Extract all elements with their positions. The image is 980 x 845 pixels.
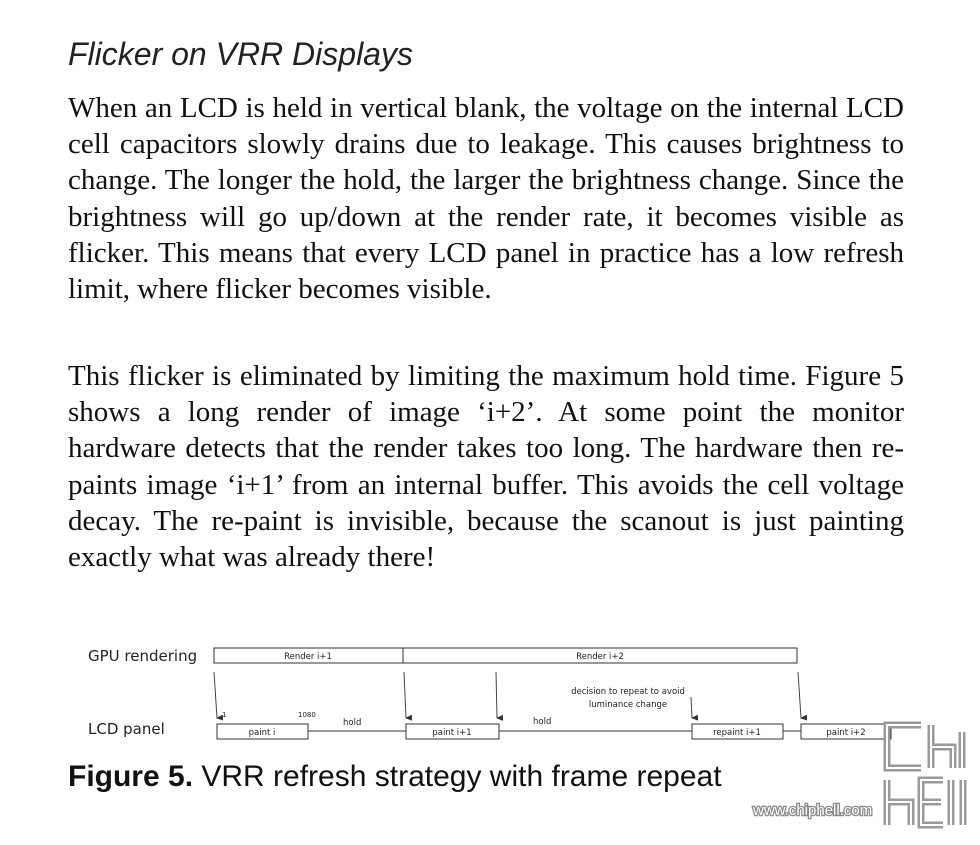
lcd-block-paint-i2-label: paint i+2 (826, 728, 866, 738)
chiphell-watermark-logo (745, 720, 975, 835)
figure-caption-text: VRR refresh strategy with frame repeat (193, 760, 722, 793)
lcd-block-paint-i1-label: paint i+1 (432, 728, 472, 738)
figure-caption (68, 760, 722, 794)
gpu-block-render-i2-label: Render i+2 (576, 652, 624, 662)
arrow-4 (691, 697, 692, 718)
paragraph-2: This flicker is eliminated by limiting the maximum hold time. Figure 5 shows a long render of image ‘i+2’. At some point the monitor hardware detects that the render takes too long. The hardware then re-paints image ‘i+1’ from an internal buffer. This avoids the cell voltage decay. The re-paint is invisible, because the scanout is just painting exactly what was already there! (68, 360, 904, 574)
arrow-1 (214, 672, 217, 718)
gpu-block-render-i1-label: Render i+1 (284, 652, 332, 662)
gpu-row-label: GPU rendering (88, 647, 198, 665)
lcd-block-repaint-i1-label: repaint i+1 (713, 728, 761, 738)
arrow-2 (404, 672, 406, 718)
line-end-marker: 1080 (298, 711, 316, 719)
lcd-row-label: LCD panel (88, 720, 165, 738)
watermark-url: www.chiphell.com (753, 802, 873, 819)
annotation-line-2: luminance change (588, 700, 668, 710)
line-start-marker: 1 (222, 711, 227, 719)
paragraph-1: When an LCD is held in vertical blank, the voltage on the internal LCD cell capacitors slowly drains due to leakage. This causes brightness to change. The longer the hold, the larger the brightness change. Since the brightness will go up/down at the render rate, it becomes visible as flicker. This means that every LCD panel in practice has a low refresh limit, where flicker becomes visible. (68, 92, 904, 306)
section-heading: Flicker on VRR Displays (68, 36, 413, 72)
figure-caption-number: Figure 5. (68, 760, 194, 793)
hold-label-2: hold (533, 717, 552, 727)
annotation-line-1: decision to repeat to avoid (571, 687, 685, 697)
hold-label-1: hold (343, 718, 362, 728)
lcd-block-paint-i-label: paint i (248, 728, 276, 738)
arrow-5 (798, 672, 801, 718)
arrow-3 (496, 672, 497, 718)
